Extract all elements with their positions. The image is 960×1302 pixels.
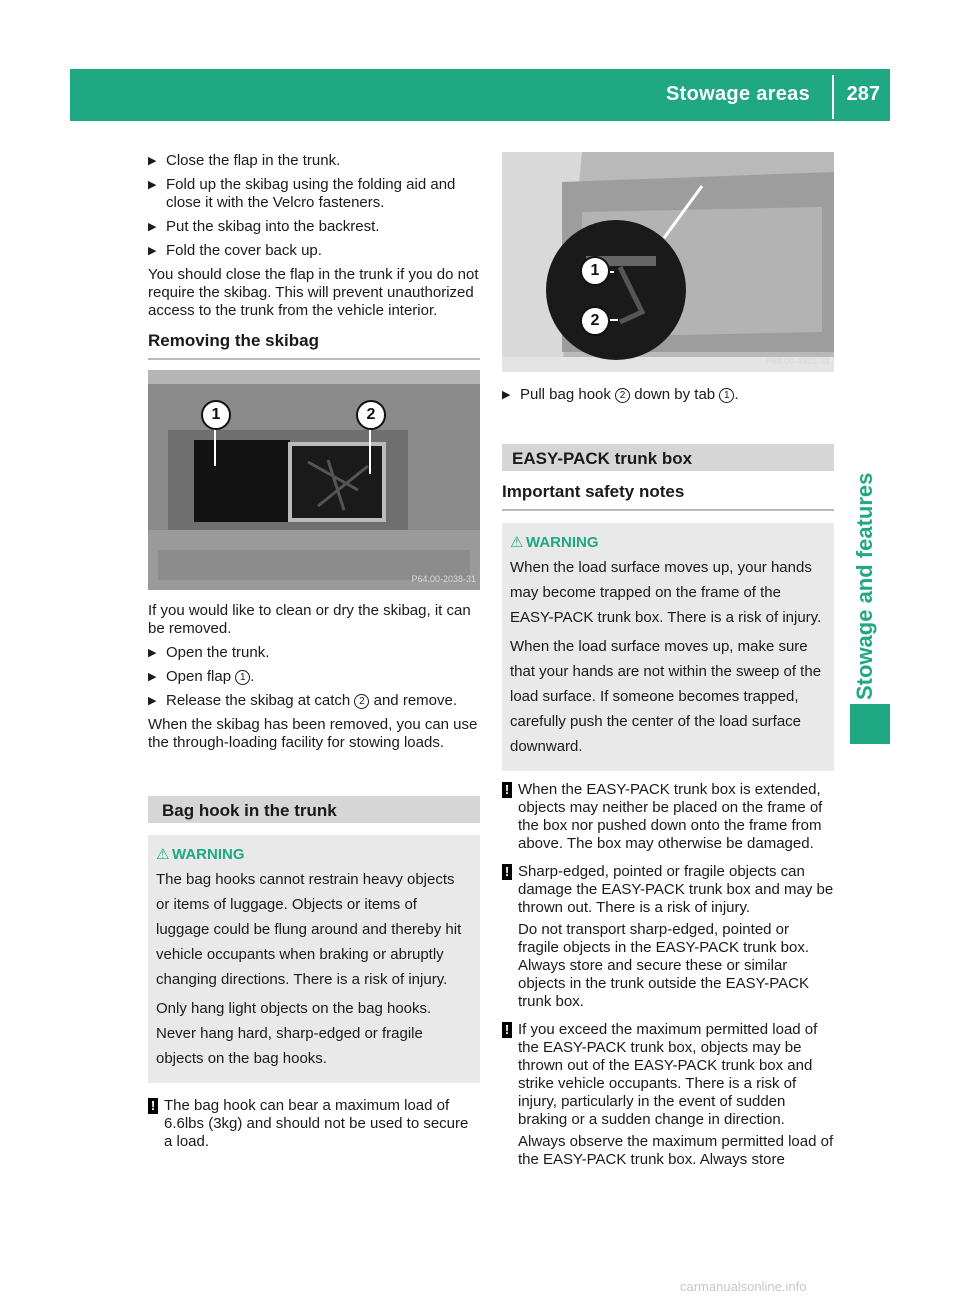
warning-box [502,523,834,771]
note-text: When the EASY-PACK trunk box is extended, objects may neither be placed on the frame of the box nor pushed down onto the frame from above. The box may otherwise be damaged. [518,781,823,852]
exclamation-icon: ! [502,782,512,798]
right-column [502,152,834,1173]
callout-2: 2 [356,400,386,430]
note-text: Sharp-edged, pointed or fragile objects can damage the EASY-PACK trunk box and may be thrown out. There is a risk of injury. [518,863,834,916]
heading-safety-notes: Important safety notes [502,483,834,511]
step-item: ▶ Put the skibag into the backrest. [148,218,380,235]
warning-title: ⚠ WARNING [156,846,245,863]
side-chapter-tab [850,400,890,700]
warning-text: Only hang light objects on the bag hooks. Never hang hard, sharp-edged or fragile objects on the bag hooks. [156,1000,432,1067]
paragraph: If you would like to clean or dry the skibag, it can be removed. [148,602,471,637]
image-code: P68.00-4991-31 [765,356,830,366]
watermark: carmanualsonline.info [680,1279,807,1294]
warning-text: The bag hooks cannot restrain heavy objects or items of luggage. Objects or items of luggage could be flung around and thereby hit vehicle occupants when braking or abruptly changing directions. There is a risk of injury. [156,871,462,988]
note [502,863,834,1011]
step-item: ▶ Close the flap in the trunk. [148,152,341,169]
step-item: ▶ Fold the cover back up. [148,242,322,259]
chapter-marker [850,704,890,744]
note [148,1097,480,1151]
callout-2: 2 [580,306,610,336]
callout-1: 1 [201,400,231,430]
step-item: ▶ Open flap 1 . [148,668,255,685]
note-text: Always observe the maximum permitted load of the EASY-PACK trunk box. Always store [518,1133,834,1168]
warning-icon: ⚠ [510,534,524,551]
step-item: ▶ Release the skibag at catch 2 and remove. [148,692,458,709]
exclamation-icon: ! [502,864,512,880]
arrow-icon: ▶ [148,695,157,707]
note-text: Do not transport sharp-edged, pointed or fragile objects in the EASY-PACK trunk box. Always store and secure these or similar objects in the trunk outside the EASY-PACK trunk box. [518,921,809,1010]
section-title: Stowage areas [666,83,810,105]
section-bag-hook: Bag hook in the trunk [148,796,480,823]
step-item: ▶ Open the trunk. [148,644,270,661]
left-column [148,152,480,1155]
skibag-photo [148,370,480,590]
note-text: If you exceed the maximum permitted load of the EASY-PACK trunk box, objects may be thrown out of the EASY-PACK trunk box and strike vehicle occupants. There is a risk of injury, particularly in the event of sudden braking or a sudden change in direction. [518,1021,818,1128]
callout-1: 1 [580,256,610,286]
warning-text: When the load surface moves up, make sure that your hands are not within the sweep of the load surface. If someone becomes trapped, carefully push the center of the load surface downward. [510,638,822,755]
arrow-icon: ▶ [148,179,157,191]
arrow-icon: ▶ [148,221,157,233]
section-easy-pack: EASY-PACK trunk box [502,444,834,471]
image-code: P64.00-2038-31 [411,574,476,584]
warning-box [148,835,480,1083]
paragraph: You should close the flap in the trunk if you do not require the skibag. This will prevent unauthorized access to the trunk from the vehicle interior. [148,266,479,319]
warning-icon: ⚠ [156,846,170,863]
heading-removing-skibag: Removing the skibag [148,332,480,360]
arrow-icon: ▶ [148,647,157,659]
bag-hook-photo [502,152,834,372]
exclamation-icon: ! [502,1022,512,1038]
callout-ref: 1 [719,388,734,403]
exclamation-icon: ! [148,1098,158,1114]
callout-ref: 2 [615,388,630,403]
paragraph: When the skibag has been removed, you can use the through-loading facility for stowing loads. [148,716,478,751]
page-number: 287 [846,83,880,105]
arrow-icon: ▶ [502,389,511,401]
page-header [70,69,890,121]
note-text: The bag hook can bear a maximum load of 6.6lbs (3kg) and should not be used to secure a load. [164,1097,469,1150]
step-item: ▶ Fold up the skibag using the folding aid and close it with the Velcro fasteners. [148,176,456,211]
step-item: ▶ Pull bag hook 2 down by tab 1 . [502,386,739,403]
chapter-label: Stowage and features [852,472,877,700]
header-divider [832,75,834,119]
callout-ref: 1 [235,670,250,685]
warning-title: ⚠ WARNING [510,534,599,551]
callout-ref: 2 [354,694,369,709]
note [502,1021,834,1169]
arrow-icon: ▶ [148,671,157,683]
bag-hook-illustration [502,152,834,372]
warning-text: When the load surface moves up, your hands may become trapped on the frame of the EASY-PACK trunk box. There is a risk of injury. [510,559,822,626]
arrow-icon: ▶ [148,155,157,167]
note [502,781,834,853]
skibag-illustration [148,370,480,590]
arrow-icon: ▶ [148,245,157,257]
